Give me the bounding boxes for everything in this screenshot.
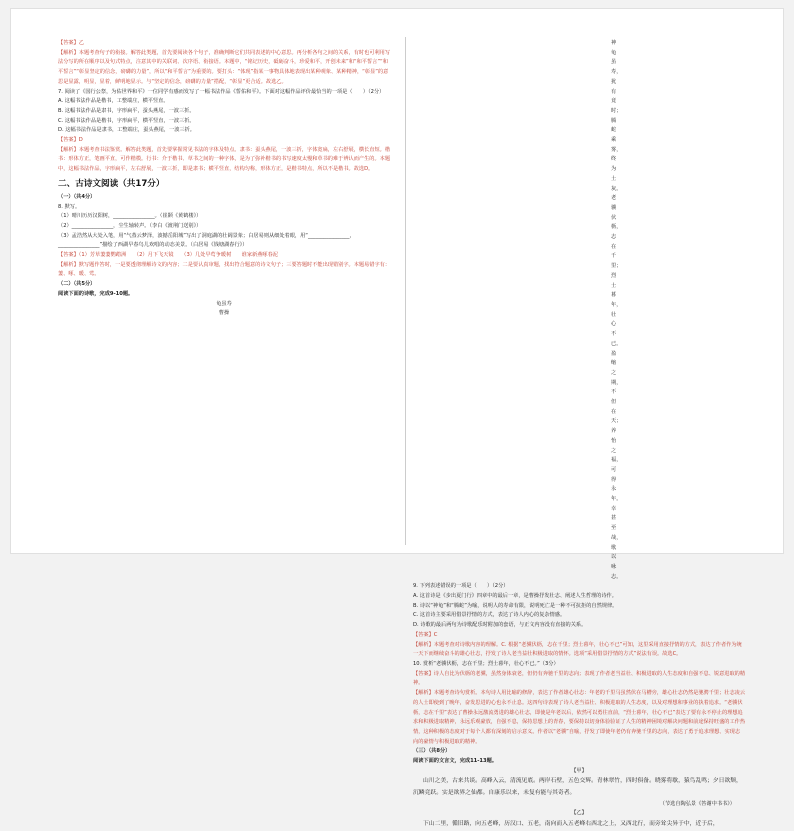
right-text-block: 【答案】C [413, 631, 438, 638]
left-text-block: D. 这幅书法作品是隶书，工整端庄，蚕头燕尾，一波三折。 [58, 127, 195, 134]
right-text-block: （三）（共8分） [413, 748, 451, 755]
left-text-block: B. 这幅书法作品是隶书，字形扁平，蚕头燕尾，一波三折。 [58, 107, 195, 114]
poem-line: 幸甚至哉，歌以咏志。 [611, 505, 622, 580]
poem-line: 神龟虽寿，犹有竟时； [611, 40, 622, 114]
left-text-block: 【解析】默写题作答时，一是要透彻理解诗文的内容；二是要认真审题，找出符合题意的诗文句子；三要答题时不能出现错别字。本题易错字有：萋、啄、暖、莺。 [58, 261, 391, 278]
right-text-block: 【解析】本题考查诗句赏析。本句诗人用比喻的修辞，表达了作者雄心壮志：年老的千里马虽然伏在马槽旁，雄心壮志仍然是驰骋千里；壮志凌云的人士即使到了晚年，奋发思进的心也永不止息。这四句诗表现了诗人老当益壮、积极进取的人生态度，以及对理想和事业的执着追求。“老骥伏枥，志在千里”表达了曹操永远激流勇进的雄心壮志，即使是年老以后，依然可以勇往直前，“烈士暮年，壮心不已”表达了要有永不停止的理想追求和积极进取精神，永远乐观豪放，自强不息，保持思想上的青春，要保持以切身体验验证了人生的精神困境对解决问题和前途保持旺盛的工作热情，这种积极的态度对于每个人都有深刻的启示意义。作者以“老骥”自喻，抒发了即使年老仍有奔驰千里的志向，表达了勇于追求理想、实现志向的豪情与积极进取的精神。 [413, 690, 746, 745]
left-text-block: C. 这幅书法作品是楷书，字形扁平，横平竖直，一波三折。 [58, 117, 195, 124]
left-text-block: 阅读下面的诗歌，完成9-10题。 [58, 290, 134, 297]
left-text-block: 7. 阅读了《国行公祭，为佑世界和平》一位同学有感而发写了一幅书法作品《誓佑和平》。下面对这幅作品评价最恰当的一项是（ ）（2分） [58, 88, 385, 95]
left-text-block: 【解析】本题考查句子的衔接。解答此类题，首先要阅读各个句子，准确判断它们共同表述的中心意思。再分析各句之间的关系，有时也可利用写法分写的所在顺序以及句式特点，注意其中的关联词、次序语、衔接语。本题中，“铭记历史，砥砺奋斗，珍爱和平，开创未来”和“和平誓言”“和平誓言”“彰显坚定的信念，磅礴的力量”，所以“和平誓言”为重要的。要打头：“体现”指某一事物具体地表现出某种观象、某种精神，“彰显”的意思是显露，明显，显着，鲜明地显示。与“坚定的信念，磅礴的力量”搭配，“彰显”更合适。故选乙。 [58, 49, 391, 85]
poem-line: 烈士暮年，壮心不已。 [611, 272, 622, 347]
poem-line: 养怡之福，可得永年。 [611, 428, 622, 503]
right-text-block: 山川之美，古来共谈。高峰入云，清流见底。两岸石壁，五色交辉。青林翠竹，四时俱备。晓雾将歇，猿鸟乱鸣；夕日欲颓，沉鳞竞跃。实是欲界之仙都。自康乐以来，未复有能与其奇者。 [413, 778, 742, 797]
right-text-block: 【答案】诗人自比为伏枥的老骥，虽然身体衰老，但仍有奔驰千里的志向；表现了作者老当益壮、积极进取的人生态度和自强不息、锐意进取的精神。 [413, 670, 746, 687]
left-text-block: （一）（共4分） [58, 193, 96, 200]
right-text-block: D. 诗歌的最后两句为诗歌配乐时附加的套语，与正文内容没有直接的关系。 [413, 622, 587, 629]
poem-line: 盈缩之期，不但在天； [611, 350, 622, 425]
left-text-block: （3）孟浩然从大处入笔，用“气蒸云梦泽，波撼岳阳城”写出了洞庭湖的壮阔景象；白居易则从细处着眼，用“________________，________________”描绘了西湖早春鸟儿欢唱的动态美景。（白居易《钱塘湖春行》） [58, 232, 355, 249]
right-text-block: 【解析】本题考查对诗歌内容的理解。C. 根据“老骥伏枥，志在千里；烈士暮年，壮心不已”可知，这里采用直接抒情的方式，表达了作者作为统一天下而继续奋斗的雄心壮志，抒发了诗人老当益壮积极进取的情怀。选项“采用借景抒情的方式”说法有误。故选C。 [413, 641, 742, 658]
right-text-block: 下山二里，循旧路，向五老峰，历汉口、五老，南向而入五老峰右西北之上，又西北行，而旁耸尖异于中，近于后， [423, 821, 719, 828]
left-text-block: 曹操 [218, 310, 230, 317]
left-text-block: 【答案】D [58, 137, 83, 144]
document-page [10, 8, 784, 828]
poem-line: 腾蛇乘雾，终为土灰。 [611, 117, 622, 192]
left-column [58, 39, 390, 319]
right-text-block: 9. 下列表述错误的一项是（ ）（2分） [413, 583, 509, 590]
right-text-block: A. 这首诗是《步出夏门行》四章中的最后一章，是曹操抒发壮志、阐述人生哲理的诗作。 [413, 593, 617, 600]
left-text-block: （2）________________，尘生轴转声。（李白《渡荆门送别》） [58, 222, 202, 229]
right-text-block: （节选自陶弘景《答谢中书书》） [659, 800, 735, 807]
poem-line: 老骥伏枥，志在千里； [611, 195, 622, 270]
left-text-block: 【答案】（1）芳草萋萋鹦鹉洲 （2）月下飞天镜 （3）几处早莺争暖树 谁家新燕啄春泥 [58, 252, 278, 259]
right-column [413, 39, 745, 831]
left-text-block: 【解析】本题考查书法鉴赏。解答此类题，首先要掌握常见书法的字体及特点。隶书：蚕头燕尾，一波三折，字体宽扁，左右舒展，横长直短。楷书：形体方正，笔画平直，可作楷模。行书：介于楷书、草书之间的一种字体，是为了弥补楷书的书写速度太慢和草书的难于辨认而产生的。本题中，这幅书法作品，字形扁平，左右舒展，一波三折，即是隶书；横平竖直，结构匀称，形体方正，是楷书特点，所以不是楷书。故选D。 [58, 146, 391, 173]
poem-continuation [413, 39, 622, 582]
left-text-block: A. 这幅书法作品是楷书，工整端庄，横平竖直。 [58, 98, 169, 105]
left-text-block: （1）晴川历历汉阳树，________________。（崔颢《黄鹤楼》） [58, 213, 202, 220]
left-text-block: 【答案】乙 [58, 40, 84, 46]
left-text-block: 龟虽寿 [216, 300, 232, 307]
right-text-block: 【乙】 [571, 810, 587, 817]
right-column-body [413, 582, 745, 830]
left-text-block: （二）（共5分） [58, 281, 96, 288]
right-text-block: 10. 赏析“老骥伏枥，志在千里；烈士暮年，壮心不已。”（3分） [413, 661, 559, 667]
right-text-block: C. 这首诗主要采用借景抒情的方式，表达了诗人内心的复杂情感。 [413, 612, 566, 619]
right-text-block: 阅读下面的文言文，完成11-13题。 [413, 758, 498, 765]
left-text-block: 8. 默写。 [58, 203, 81, 210]
right-text-block: B. 诗以“神龟”和“腾蛇”为喻，说明人的寿命有限，说明死亡是一种不可抗拒的自然规律。 [413, 602, 618, 609]
left-text-block: 二、古诗文阅读（共17分） [58, 178, 165, 189]
column-divider [405, 37, 406, 545]
right-text-block: 【甲】 [571, 767, 587, 774]
